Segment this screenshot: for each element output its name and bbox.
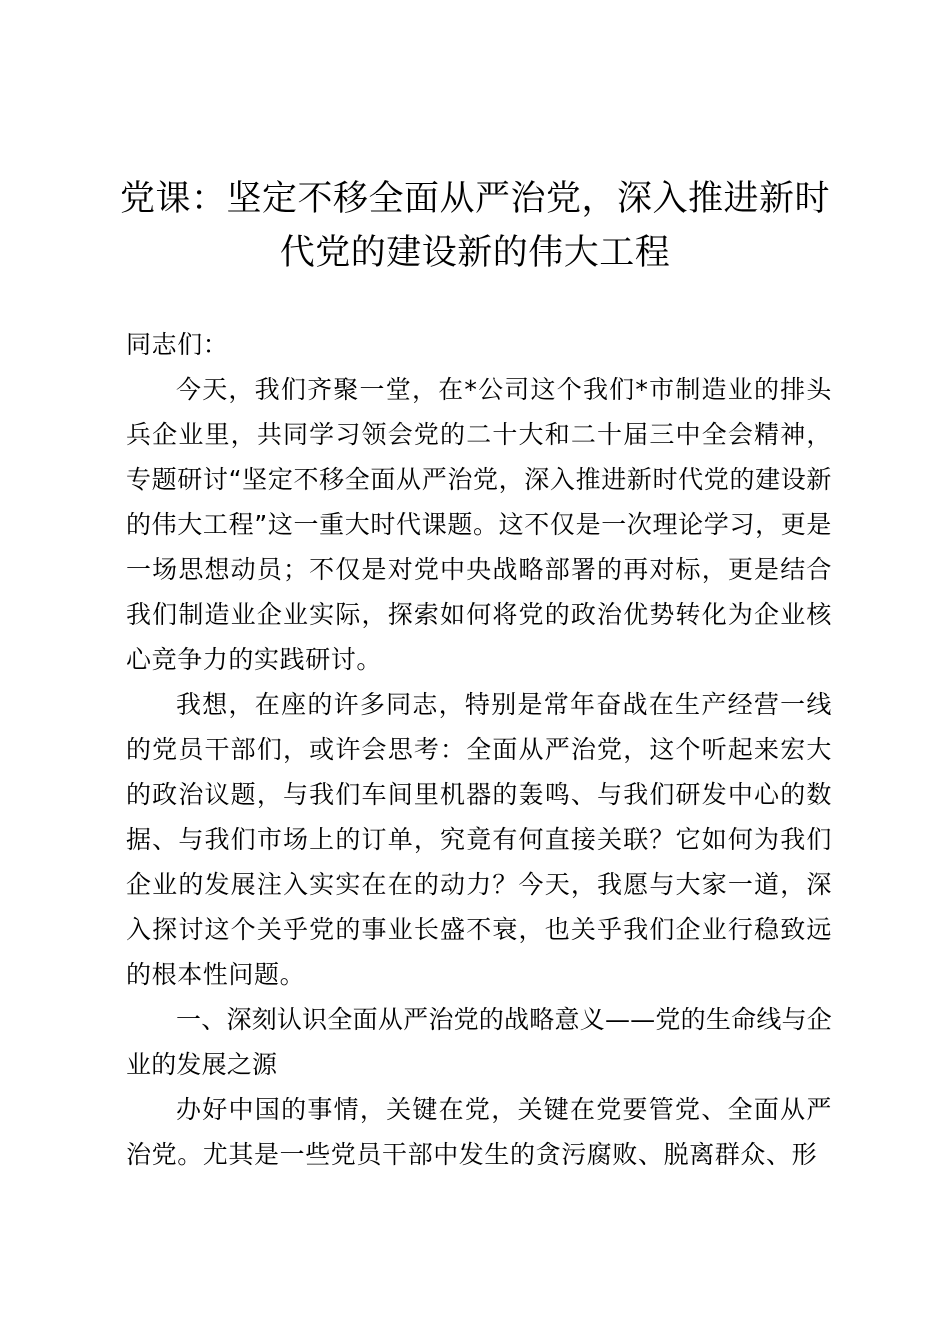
paragraph-reflection: 我想，在座的许多同志，特别是常年奋战在生产经营一线的党员干部们，或许会思考：全面从严治党，这个听起来宏大的政治议题，与我们车间里机器的轰鸣、与我们研发中心的数据、与我们市场上的订单，究竟有何直接关联？它如何为我们企业的发展注入实实在在的动力？今天，我愿与大家一道，深入探讨这个关乎党的事业长盛不衰，也关乎我们企业行稳致远的根本性问题。 <box>126 690 832 989</box>
document-body <box>126 322 832 1177</box>
section-heading: 一、深刻认识全面从严治党的战略意义——党的生命线与企业的发展之源 <box>126 1005 832 1079</box>
section-paragraph: 办好中国的事情，关键在党，关键在党要管党、全面从严治党。尤其是一些党员干部中发生的贪污腐败、脱离群众、形 <box>126 1095 832 1169</box>
document-title: 党课：坚定不移全面从严治党，深入推进新时代党的建设新的伟大工程 <box>120 179 831 273</box>
salutation: 同志们： <box>126 330 229 359</box>
paragraph-intro: 今天，我们齐聚一堂，在*公司这个我们*市制造业的排头兵企业里，共同学习领会党的二十大和二十届三中全会精神，专题研讨“坚定不移全面从严治党，深入推进新时代党的建设新的伟大工程”这一重大时代课题。这不仅是一次理论学习，更是一场思想动员；不仅是对党中央战略部署的再对标，更是结合我们制造业企业实际，探索如何将党的政治优势转化为企业核心竞争力的实践研讨。 <box>126 375 832 674</box>
